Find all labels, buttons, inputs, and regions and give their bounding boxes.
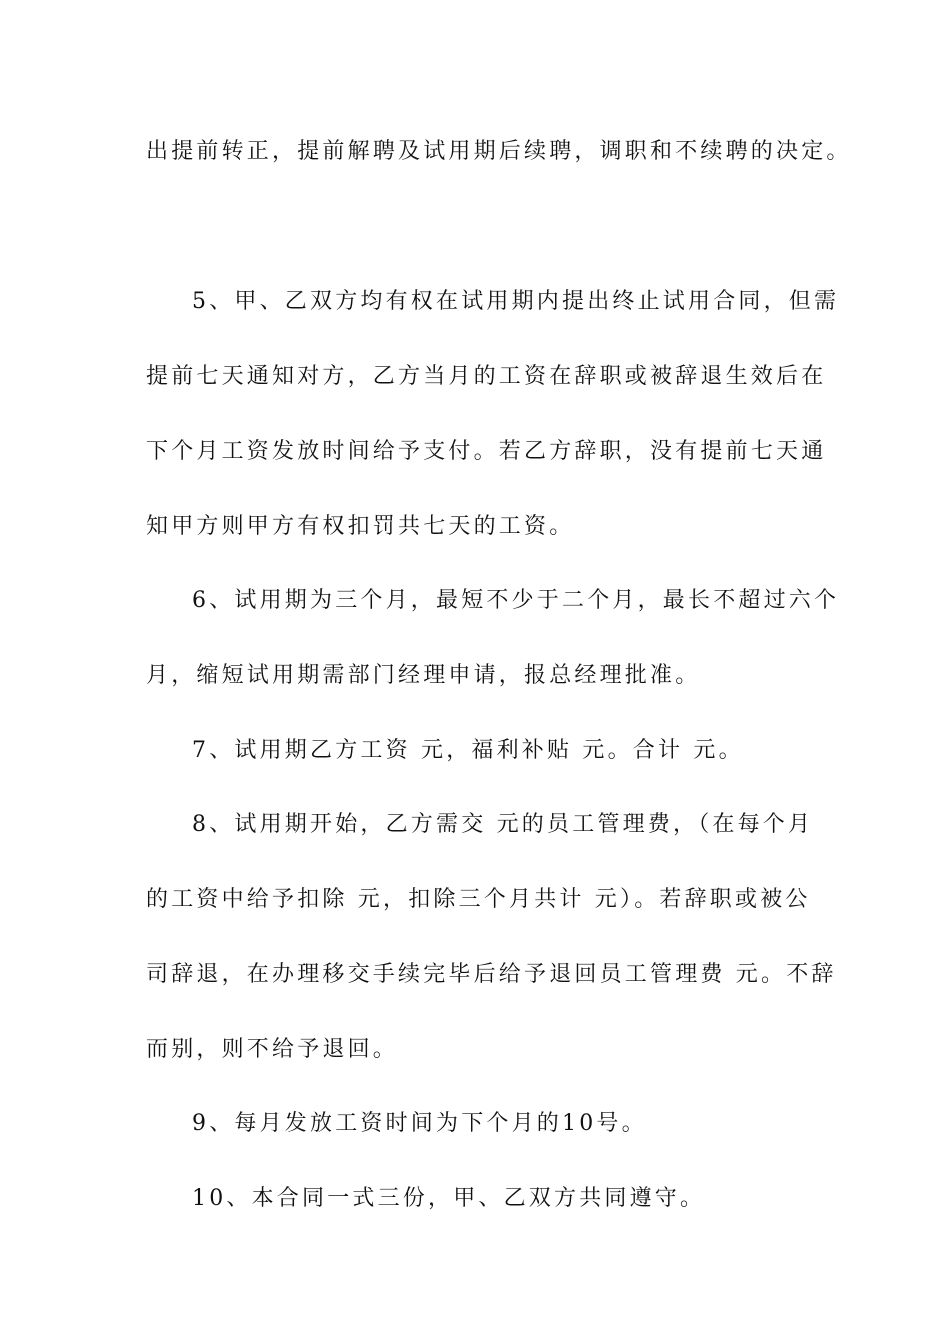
paragraph-line: 7、试用期乙方工资 元，福利补贴 元。合计 元。	[192, 738, 744, 763]
paragraph-line: 5、甲、乙双方均有权在试用期内提出终止试用合同，但需	[192, 289, 840, 314]
paragraph-line: 出提前转正，提前解聘及试用期后续聘，调职和不续聘的决定。	[146, 139, 852, 164]
paragraph-line: 10、本合同一式三份，甲、乙双方共同遵守。	[192, 1186, 706, 1211]
paragraph-line: 9、每月发放工资时间为下个月的10号。	[192, 1111, 647, 1136]
paragraph-line: 8、试用期开始，乙方需交 元的员工管理费，（在每个月	[192, 812, 814, 837]
paragraph-line: 而别，则不给予退回。	[146, 1037, 399, 1062]
paragraph-line: 提前七天通知对方，乙方当月的工资在辞职或被辞退生效后在	[146, 364, 827, 389]
paragraph-line: 6、试用期为三个月，最短不少于二个月，最长不超过六个	[192, 588, 840, 613]
paragraph-line: 月，缩短试用期需部门经理申请，报总经理批准。	[146, 663, 701, 688]
paragraph-line: 知甲方则甲方有权扣罚共七天的工资。	[146, 514, 575, 539]
paragraph-line: 司辞退，在办理移交手续完毕后给予退回员工管理费 元。不辞	[146, 962, 837, 987]
paragraph-line: 下个月工资发放时间给予支付。若乙方辞职，没有提前七天通	[146, 439, 827, 464]
paragraph-line: 的工资中给予扣除 元，扣除三个月共计 元）。若辞职或被公	[146, 887, 811, 912]
